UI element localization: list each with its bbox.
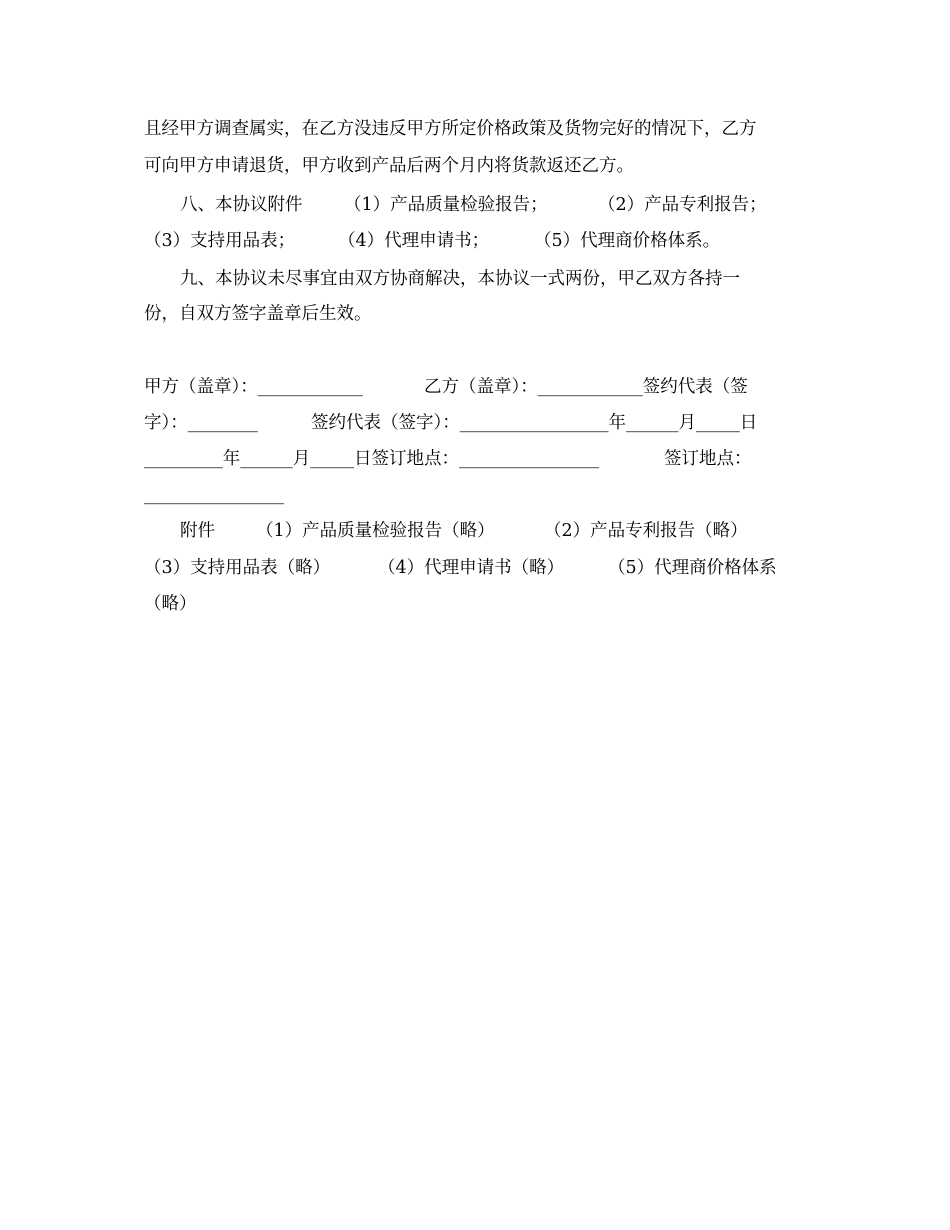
- party-a-date-location-field: _________年______月_____日签订地点：________________: [144, 449, 599, 469]
- clause-8-line-1: [180, 194, 800, 216]
- party-b-location-label: 签订地点：: [664, 449, 752, 469]
- attachment-item-4: （4）代理申请书（略）: [378, 558, 565, 578]
- clause-9-line-2: 份，自双方签字盖章后生效。: [144, 304, 372, 324]
- clause-8-item-2: （2）产品专利报告；: [598, 195, 767, 215]
- clause-8-item-1: （1）产品质量检验报告；: [344, 195, 548, 215]
- clause-8-item-3: （3）支持用品表；: [144, 231, 296, 251]
- attachments-line-1: [180, 520, 780, 542]
- signature-line-2: [144, 412, 804, 434]
- signature-line-1: [144, 376, 804, 398]
- party-b-seal-field: 乙方（盖章）：____________签约代表（签: [424, 377, 748, 397]
- party-a-representative-field: 字）：________: [144, 413, 258, 433]
- clause-8-item-5: （5）代理商价格体系。: [534, 231, 721, 251]
- party-a-seal-field: 甲方（盖章）：____________: [144, 377, 363, 397]
- attachment-item-5: （5）代理商价格体系: [608, 558, 777, 578]
- paragraph-7-line-1: 且经甲方调查属实，在乙方没违反甲方所定价格政策及货物完好的情况下，乙方: [144, 119, 757, 139]
- attachments-line-2: [144, 557, 804, 579]
- attachment-item-1: （1）产品质量检验报告（略）: [256, 521, 495, 541]
- party-b-location-blank: ________________: [144, 485, 284, 505]
- attachments-heading: 附件: [180, 521, 215, 541]
- clause-8-heading: 八、本协议附件: [180, 195, 303, 215]
- party-b-representative-date-field: 签约代表（签字）：_________________年______月_____日: [311, 413, 758, 433]
- clause-9-line-1: 九、本协议未尽事宜由双方协商解决，本协议一式两份，甲乙双方各持一: [180, 269, 740, 289]
- attachment-item-3: （3）支持用品表（略）: [144, 558, 331, 578]
- clause-8-item-4: （4）代理申请书；: [338, 231, 490, 251]
- paragraph-7-line-2: 可向甲方申请退货，甲方收到产品后两个月内将货款返还乙方。: [144, 156, 634, 176]
- clause-8-line-2: [144, 230, 784, 252]
- attachment-item-5-continued: （略）: [144, 594, 197, 614]
- attachment-item-2: （2）产品专利报告（略）: [544, 521, 748, 541]
- signature-line-3: [144, 448, 804, 470]
